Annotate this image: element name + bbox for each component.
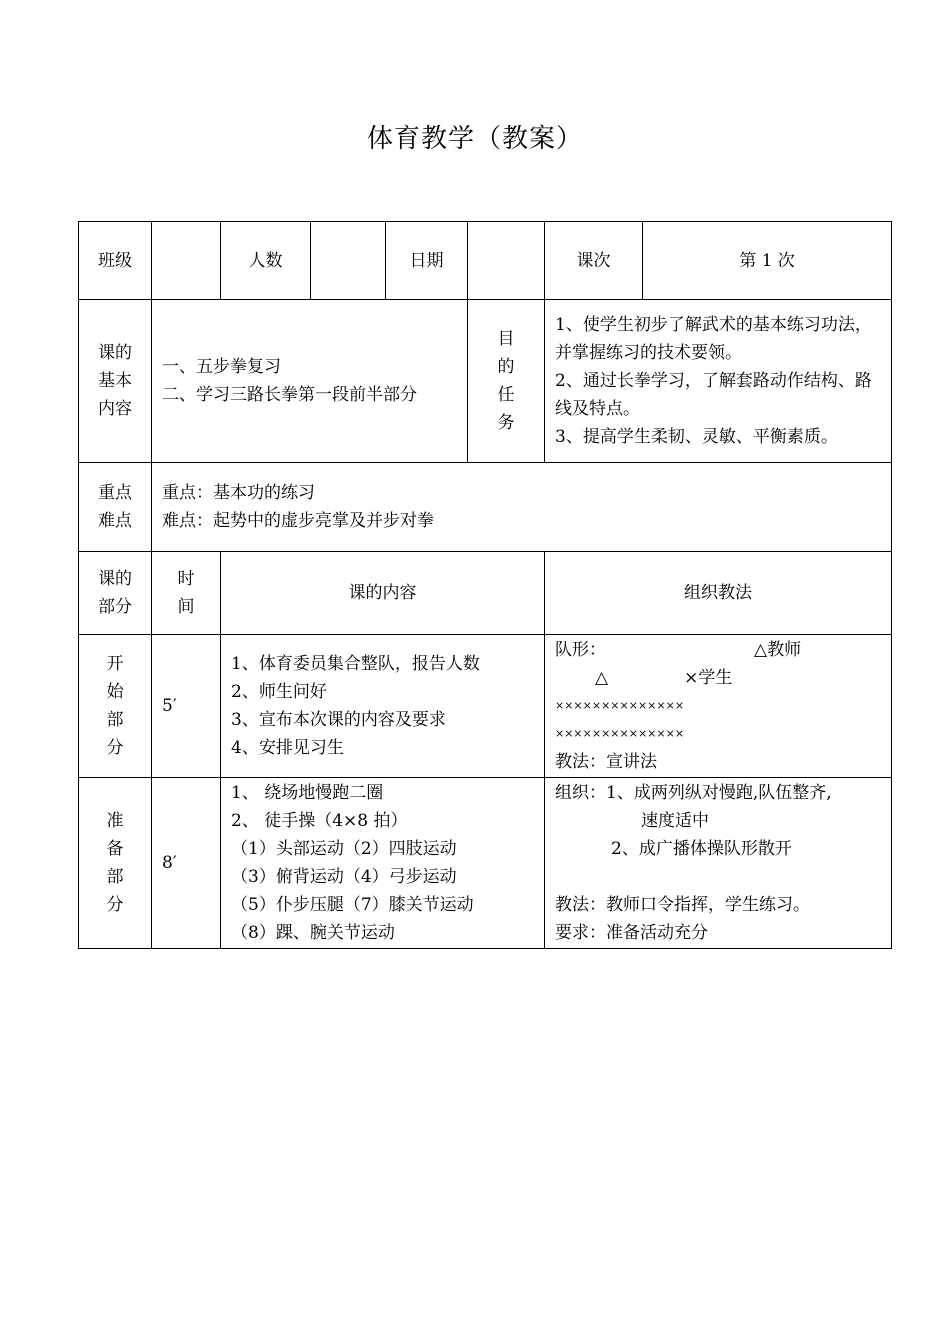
- class-label: 班级: [79, 222, 152, 300]
- header-row: [79, 222, 892, 300]
- start-teaching-method: 教法：宣讲法: [555, 752, 657, 772]
- teacher-legend: △教师: [754, 640, 802, 660]
- list-item: 二、学习三路长拳第一段前半部分: [162, 385, 417, 405]
- warmup-part-label: 准 备 部 分: [79, 778, 152, 949]
- basic-content-label: 课的 基本 内容: [79, 300, 152, 463]
- basic-content-row: [79, 300, 892, 463]
- table-row: [79, 778, 892, 949]
- time-column-header: 时 间: [152, 552, 221, 635]
- list-item: 1、使学生初步了解武术的基本练习功法，并掌握练习的技术要领。: [555, 315, 872, 363]
- count-label: 人数: [221, 222, 311, 300]
- formation-row-2: ××××××××××××××: [555, 727, 685, 740]
- warmup-teaching-method: 教法：教师口令指挥，学生练习。: [555, 895, 810, 915]
- formation-label: 队形：: [555, 640, 606, 660]
- content-column-header: 课的内容: [221, 552, 545, 635]
- start-part-label: 开 始 部 分: [79, 635, 152, 778]
- table-row: [79, 635, 892, 778]
- list-item: 3、提高学生柔韧、灵敏、平衡素质。: [555, 427, 838, 447]
- student-legend: ×学生: [684, 668, 733, 688]
- org-line-1: 组织：1、成两列纵对慢跑,队伍整齐,: [555, 783, 832, 803]
- warmup-content: 1、 绕场地慢跑二圈 2、 徒手操（4×8 拍） （1）头部运动（2）四肢运动 （3）俯背运动（4）弓步运动 （5）仆步压腿（7）膝关节运动 （8）踝、腕关节运动: [221, 778, 545, 949]
- goal-list: [545, 300, 892, 463]
- org-line-3: 2、成广播体操队形散开: [611, 839, 792, 859]
- formation-row-1: ××××××××××××××: [555, 699, 685, 712]
- part-column-header: 课的 部分: [79, 552, 152, 635]
- student-symbol: △: [595, 668, 609, 688]
- formation-line: [555, 636, 881, 664]
- date-label: 日期: [386, 222, 468, 300]
- key-points-content: [152, 463, 892, 552]
- start-time: 5′: [152, 635, 221, 778]
- count-value: [311, 222, 386, 300]
- basic-content-items: [152, 300, 468, 463]
- column-header-row: [79, 552, 892, 635]
- legend-line: [555, 664, 881, 692]
- goal-label: 目 的 任 务: [468, 300, 545, 463]
- difficulty-point: 难点：起势中的虚步亮掌及并步对拳: [162, 511, 434, 531]
- start-method: [545, 635, 892, 778]
- class-value: [152, 222, 221, 300]
- list-item: 一、五步拳复习: [162, 357, 281, 377]
- warmup-method: [545, 778, 892, 949]
- warmup-time: 8′: [152, 778, 221, 949]
- lesson-label: 课次: [545, 222, 643, 300]
- date-value: [468, 222, 545, 300]
- warmup-requirement: 要求：准备活动充分: [555, 923, 708, 943]
- org-line-2: 速度适中: [641, 811, 709, 831]
- list-item: 2、通过长拳学习，了解套路动作结构、路线及特点。: [555, 371, 872, 419]
- key-point: 重点：基本功的练习: [162, 483, 315, 503]
- method-column-header: 组织教法: [545, 552, 892, 635]
- lesson-plan-table: [78, 221, 892, 949]
- page-title: 体育教学（教案）: [366, 124, 583, 154]
- lesson-value: 第 1 次: [643, 222, 892, 300]
- key-points-row: [79, 463, 892, 552]
- start-content: 1、体育委员集合整队，报告人数 2、师生问好 3、宣布本次课的内容及要求 4、安排见习生: [221, 635, 545, 778]
- key-points-label: 重点 难点: [79, 463, 152, 552]
